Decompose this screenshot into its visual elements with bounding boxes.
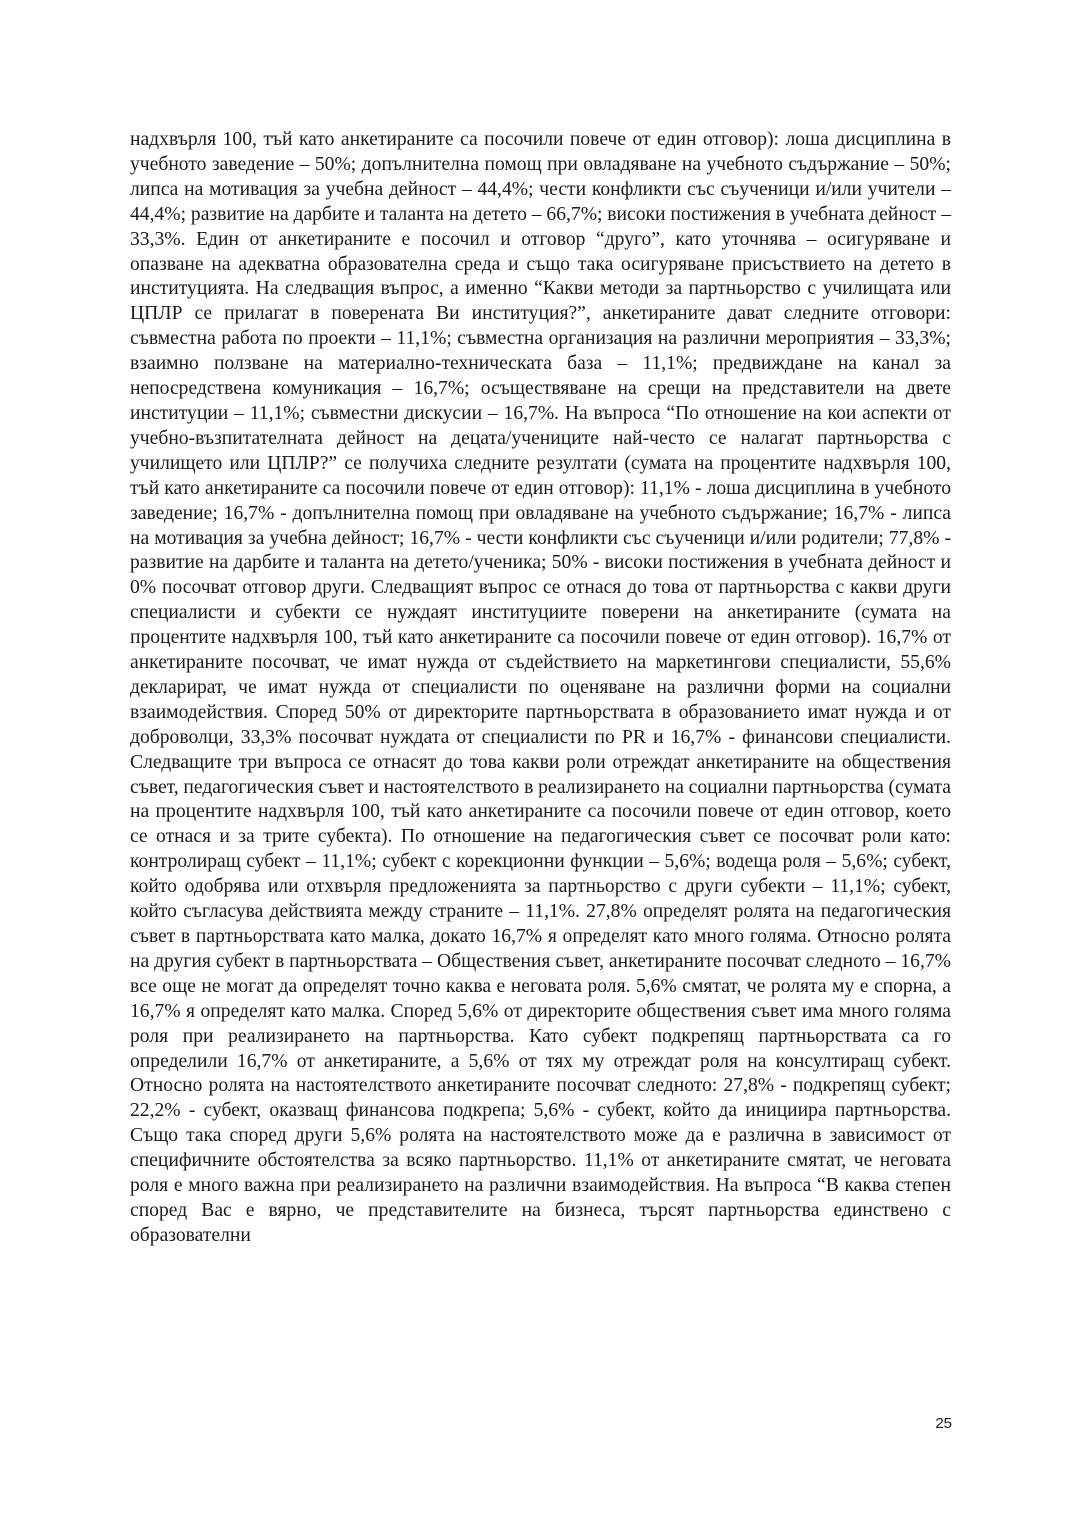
page-number: 25 <box>935 1415 952 1432</box>
body-paragraph: надхвърля 100, тъй като анкетираните са посочили повече от един отговор): лоша дисциплина в учебното заведение – 50%; допълнителна помощ при овладяване на учебното съдържание – 50%; липса на мотивация за учебна дейност – 44,4%; чести конфликти със съученици и/или учители – 44,4%; развитие на дарбите и таланта на детето – 66,7%; високи постижения в учебната дейност – 33,3%. Един от анкетираните е посочил и отговор “друго”, като уточнява – осигуряване и опазване на адекватна образователна среда и също така осигуряване присъствието на детето в институцията. На следващия въпрос, а именно “Какви методи за партньорство с училищата или ЦПЛР се прилагат в поверената Ви институция?”, анкетираните дават следните отговори: съвместна работа по проекти – 11,1%; съвместна организация на различни мероприятия – 33,3%; взаимно ползване на материално-техническата база – 11,1%; предвиждане на канал за непосредствена комуникация – 16,7%; осъществяване на срещи на представители на двете институции – 11,1%; съвместни дискусии – 16,7%. На въпроса “По отношение на кои аспекти от учебно-възпитателната дейност на децата/учениците най-често се налагат партньорства с училището или ЦПЛР?” се получиха следните резултати (сумата на процентите надхвърля 100, тъй като анкетираните са посочили повече от един отговор): 11,1% - лоша дисциплина в учебното заведение; 16,7% - допълнителна помощ при овладяване на учебното съдържание; 16,7% - липса на мотивация за учебна дейност; 16,7% - чести конфликти със съученици и/или родители; 77,8% - развитие на дарбите и таланта на детето/ученика; 50% - високи постижения в учебната дейност и 0% посочват отговор други. Следващият въпрос се отнася до това от партньорства с какви други специалисти и субекти се нуждаят институциите поверени на анкетираните (сумата на процентите надхвърля 100, тъй като анкетираните са посочили повече от един отговор). 16,7% от анкетираните посочват, че имат нужда от съдействието на маркетингови специалисти, 55,6% декларират, че имат нужда от специалисти по оценяване на различни форми на социални взаимодействия. Според 50% от директорите партньорствата в образованието имат нужда и от доброволци, 33,3% посочват нуждата от специалисти по PR и 16,7% - финансови специалисти. Следващите три въпроса се отнасят до това какви роли отреждат анкетираните на обществения съвет, педагогическия съвет и настоятелството в реализирането на социални партньорства (сумата на процентите надхвърля 100, тъй като анкетираните са посочили повече от един отговор, което се отнася и за трите субекта). По отношение на педагогическия съвет се посочват роли като: контролиращ субект – 11,1%; субект с корекционни функции – 5,6%; водеща роля – 5,6%; субект, който одобрява или отхвърля предложенията за партньорство с други субекти – 11,1%; субект, който съгласува действията между страните – 11,1%. 27,8% определят ролята на педагогическия съвет в партньорствата като малка, докато 16,7% я определят като много голяма. Относно ролята на другия субект в партньорствата – Обществения съвет, анкетираните посочват следното – 16,7% все още не могат да определят точно каква е неговата роля. 5,6% смятат, че ролята му е спорна, а 16,7% я определят като малка. Според 5,6% от директорите обществения съвет има много голяма роля при реализирането на партньорства. Като субект подкрепящ партньорствата са го определили 16,7% от анкетираните, а 5,6% от тях му отреждат роля на консултиращ субект. Относно ролята на настоятелството анкетираните посочват следното: 27,8% - подкрепящ субект; 22,2% - субект, оказващ финансова подкрепа; 5,6% - субект, който да инициира партньорства. Също така според други 5,6% ролята на настоятелството може да е различна в зависимост от специфичните обстоятелства за всяко партньорство. 11,1% от анкетираните смятат, че неговата роля е много важна при реализирането на различни взаимодействия. На въпроса “В каква степен според Вас е вярно, че представителите на бизнеса, търсят партньорства единствено с образователни <box>130 129 951 1246</box>
